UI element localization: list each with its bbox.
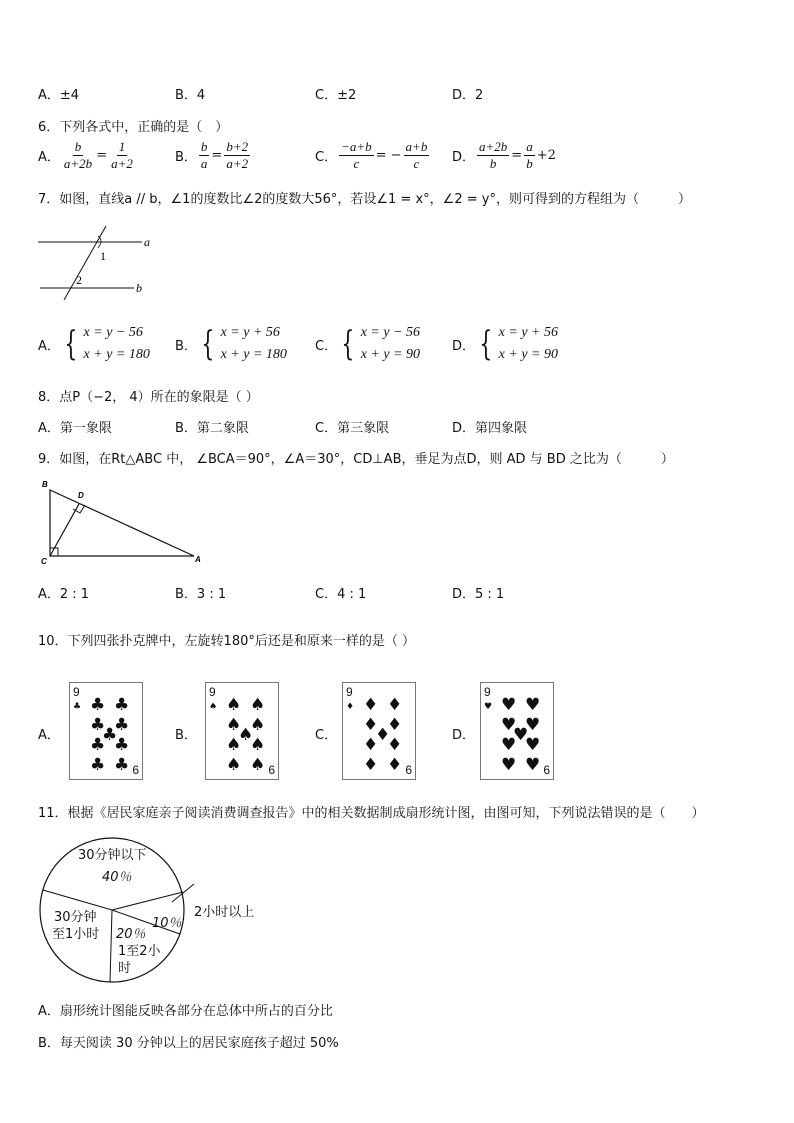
pie-slice-3-label-line2: 时 <box>118 961 132 976</box>
card-rank-top: 9 <box>484 685 491 699</box>
pie-slice-1-percent: 40％ <box>102 870 132 885</box>
q10-stem: 10．下列四张扑克牌中，左旋转180°后还是和原来一样的是（ ） <box>38 634 415 649</box>
club-icon: ♣ <box>90 695 106 715</box>
heart-icon: ♥ <box>501 755 517 775</box>
card-rank-top: 9 <box>346 685 353 699</box>
q8-option-b: B．第二象限 <box>175 421 249 436</box>
pie-slice-2-label-line2: 至1小时 <box>52 927 100 942</box>
card-rank-bottom: 6 <box>268 763 275 777</box>
diamond-icon: ♦ <box>346 702 355 712</box>
diamond-icon: ♦ <box>363 715 379 735</box>
card-rank-top: 9 <box>209 685 216 699</box>
q10-option-c-label: C． <box>315 728 338 743</box>
q11-stem: 11．根据《居民家庭亲子阅读消费调查报告》中的相关数据制成扇形统计图，由图可知，下列说法错误的是（ ） <box>38 806 705 821</box>
q11-option-a: A．扇形统计图能反映各部分在总体中所占的百分比 <box>38 1004 333 1019</box>
q6-option-c: C． $\frac{-a+b}{c}$ = − $\frac{a+b}{c}$ <box>315 139 428 171</box>
q6-stem: 6．下列各式中，正确的是（ ） <box>38 120 229 135</box>
spade-icon: ♠ <box>250 715 266 735</box>
diamond-icon: ♦ <box>363 695 379 715</box>
line-b-label: b <box>136 281 142 295</box>
club-icon: ♣ <box>90 715 106 735</box>
heart-icon: ♥ <box>501 735 517 755</box>
card-rank-bottom: 6 <box>132 763 139 777</box>
playing-card-diamonds <box>342 682 416 780</box>
angle-2-label: 2 <box>76 273 82 287</box>
q6-option-a: A． $\frac{b}{a+2b}$ = $\frac{1}{a+2}$ <box>38 139 133 171</box>
diamond-icon: ♦ <box>363 755 379 775</box>
diamond-icon: ♦ <box>375 725 391 745</box>
diamond-icon: ♦ <box>387 735 403 755</box>
q9-option-c: C．4 : 1 <box>315 587 367 602</box>
q7-option-b: B． { x = y + 56 x + y = 180 <box>175 324 287 364</box>
q7-parallel-lines-figure <box>30 224 160 302</box>
diamond-icon: ♦ <box>387 695 403 715</box>
playing-card-clubs <box>69 682 143 780</box>
heart-icon: ♥ <box>513 725 529 745</box>
q9-stem: 9．如图，在Rt△ABC 中， ∠BCA＝90°，∠A＝30°，CD⊥AB，垂足为点D，则 AD 与 BD 之比为（ ） <box>38 452 674 467</box>
vertex-a-label: A <box>195 555 201 564</box>
pie-slice-2-label-line1: 30分钟 <box>54 910 97 925</box>
heart-icon: ♥ <box>525 755 541 775</box>
q6-option-b: B． $\frac{b}{a}$ = $\frac{b+2}{a+2}$ <box>175 139 249 171</box>
q7-stem: 7．如图，直线a // b，∠1的度数比∠2的度数大56°，若设∠1 = x°，∠2 = y°，则可得到的方程组为（ ） <box>38 192 691 207</box>
diamond-icon: ♦ <box>387 755 403 775</box>
card-rank-bottom: 6 <box>405 763 412 777</box>
q5-option-b: B．4 <box>175 88 206 103</box>
spade-icon: ♠ <box>226 735 242 755</box>
q6-option-d: D． $\frac{a+2b}{b}$ = $\frac{a}{b}$ +2 <box>452 139 556 171</box>
pie-slice-3-percent: 20％ <box>116 927 146 942</box>
spade-icon: ♠ <box>226 695 242 715</box>
spade-icon: ♠ <box>209 702 218 712</box>
pie-slice-3-label-line1: 1至2小 <box>118 944 161 959</box>
pie-slice-4-label: 2小时以上 <box>194 905 255 920</box>
spade-icon: ♠ <box>250 755 266 775</box>
heart-icon: ♥ <box>484 702 493 712</box>
vertex-b-label: B <box>42 480 48 489</box>
vertex-d-label: D <box>78 491 84 500</box>
q7-option-a: A． { x = y − 56 x + y = 180 <box>38 324 150 364</box>
playing-card-spades <box>205 682 279 780</box>
spade-icon: ♠ <box>226 715 242 735</box>
club-icon: ♣ <box>114 755 130 775</box>
pie-slice-1-label: 30分钟以下 <box>78 848 147 863</box>
diamond-icon: ♦ <box>387 715 403 735</box>
spade-icon: ♠ <box>250 735 266 755</box>
angle-1-label: 1 <box>100 249 106 263</box>
club-icon: ♣ <box>102 725 118 745</box>
q11-option-b: B．每天阅读 30 分钟以上的居民家庭孩子超过 50% <box>38 1036 339 1051</box>
club-icon: ♣ <box>90 755 106 775</box>
q8-option-c: C．第三象限 <box>315 421 390 436</box>
q10-option-a-label: A． <box>38 728 60 743</box>
heart-icon: ♥ <box>525 735 541 755</box>
club-icon: ♣ <box>114 695 130 715</box>
q9-triangle-figure <box>38 478 208 568</box>
q10-option-b-label: B． <box>175 728 197 743</box>
q5-option-a: A．±4 <box>38 88 80 103</box>
q10-option-d-label: D． <box>452 728 476 743</box>
club-icon: ♣ <box>73 702 82 712</box>
spade-icon: ♠ <box>250 695 266 715</box>
q9-option-a: A．2 : 1 <box>38 587 90 602</box>
q8-stem: 8．点P（−2， 4）所在的象限是（ ） <box>38 390 259 405</box>
q9-option-d: D．5 : 1 <box>452 587 505 602</box>
heart-icon: ♥ <box>501 715 517 735</box>
line-a-label: a <box>144 235 150 249</box>
playing-card-hearts <box>480 682 554 780</box>
pie-leader-line <box>170 878 210 908</box>
spade-icon: ♠ <box>238 725 254 745</box>
club-icon: ♣ <box>114 735 130 755</box>
spade-icon: ♠ <box>226 755 242 775</box>
q5-option-d: D．2 <box>452 88 484 103</box>
club-icon: ♣ <box>114 715 130 735</box>
heart-icon: ♥ <box>501 695 517 715</box>
q7-option-d: D． { x = y + 56 x + y = 90 <box>452 324 558 364</box>
vertex-c-label: C <box>41 557 47 566</box>
q5-option-c: C．±2 <box>315 88 357 103</box>
q9-option-b: B．3 : 1 <box>175 587 227 602</box>
triangle-abc <box>50 490 194 556</box>
card-rank-bottom: 6 <box>543 763 550 777</box>
pie-slice-4-percent: 10％ <box>152 916 182 931</box>
q7-option-c: C． { x = y − 56 x + y = 90 <box>315 324 421 364</box>
club-icon: ♣ <box>90 735 106 755</box>
q8-option-d: D．第四象限 <box>452 421 528 436</box>
diamond-icon: ♦ <box>363 735 379 755</box>
card-rank-top: 9 <box>73 685 80 699</box>
q8-option-a: A．第一象限 <box>38 421 112 436</box>
heart-icon: ♥ <box>525 695 541 715</box>
heart-icon: ♥ <box>525 715 541 735</box>
